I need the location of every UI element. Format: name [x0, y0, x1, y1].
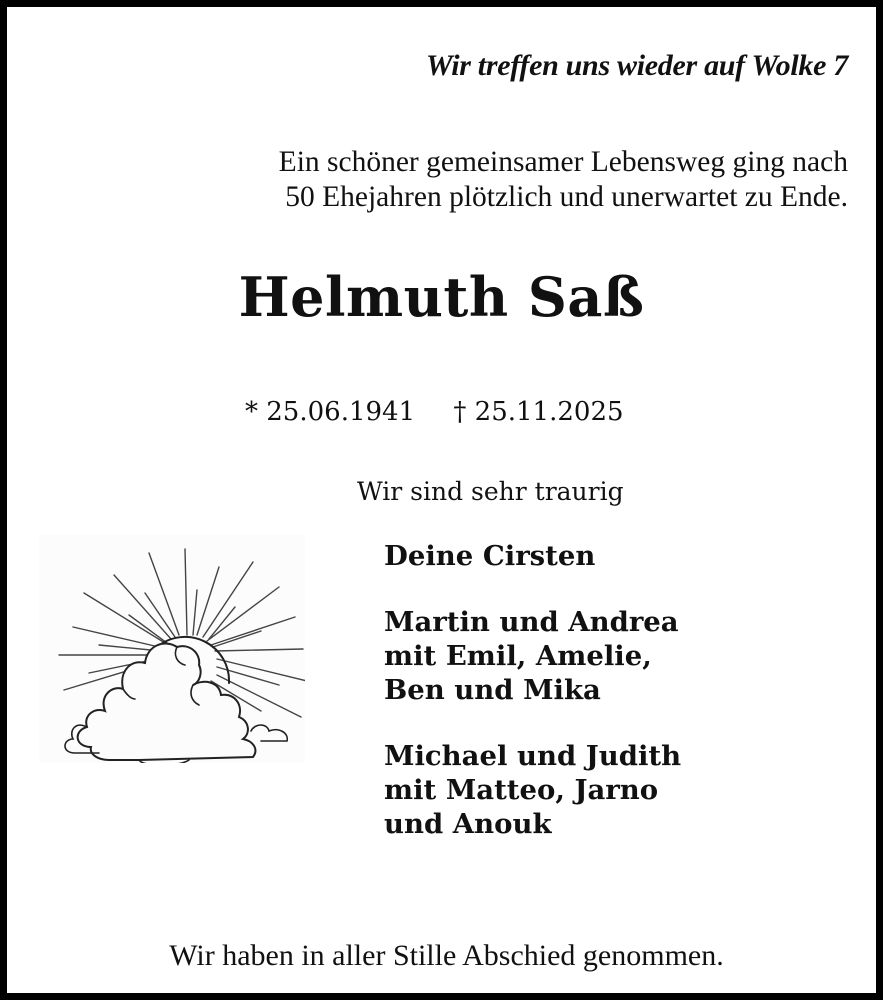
family-group	[384, 739, 681, 841]
family-group	[384, 539, 681, 573]
family-line: mit Matteo, Jarno	[384, 774, 659, 806]
obituary-notice	[7, 7, 876, 993]
family-line: und Anouk	[384, 808, 552, 840]
family-line: Michael und Judith	[384, 740, 682, 772]
intro-line: Ein schöner gemeinsamer Lebensweg ging nach	[278, 146, 848, 178]
family-group	[384, 605, 681, 707]
motto-text: Wir treffen uns wieder auf Wolke 7	[425, 49, 848, 82]
family-line: Martin und Andrea	[384, 606, 679, 638]
closing-text: Wir haben in aller Stille Abschied genommen.	[169, 939, 724, 972]
family-list	[384, 539, 681, 841]
family-line: Deine Cirsten	[384, 540, 596, 572]
birth-date: * 25.06.1941	[245, 397, 416, 427]
deceased-name: Helmuth Saß	[238, 265, 645, 329]
intro-text	[128, 145, 848, 215]
family-line: Ben und Mika	[384, 674, 601, 706]
life-dates	[245, 397, 624, 427]
sun-behind-cloud-icon	[39, 535, 305, 763]
death-date: † 25.11.2025	[453, 397, 624, 427]
family-line: mit Emil, Amelie,	[384, 640, 652, 672]
intro-line: 50 Ehejahren plötzlich und unerwartet zu Ende.	[285, 181, 848, 213]
mourning-line: Wir sind sehr traurig	[357, 477, 624, 506]
